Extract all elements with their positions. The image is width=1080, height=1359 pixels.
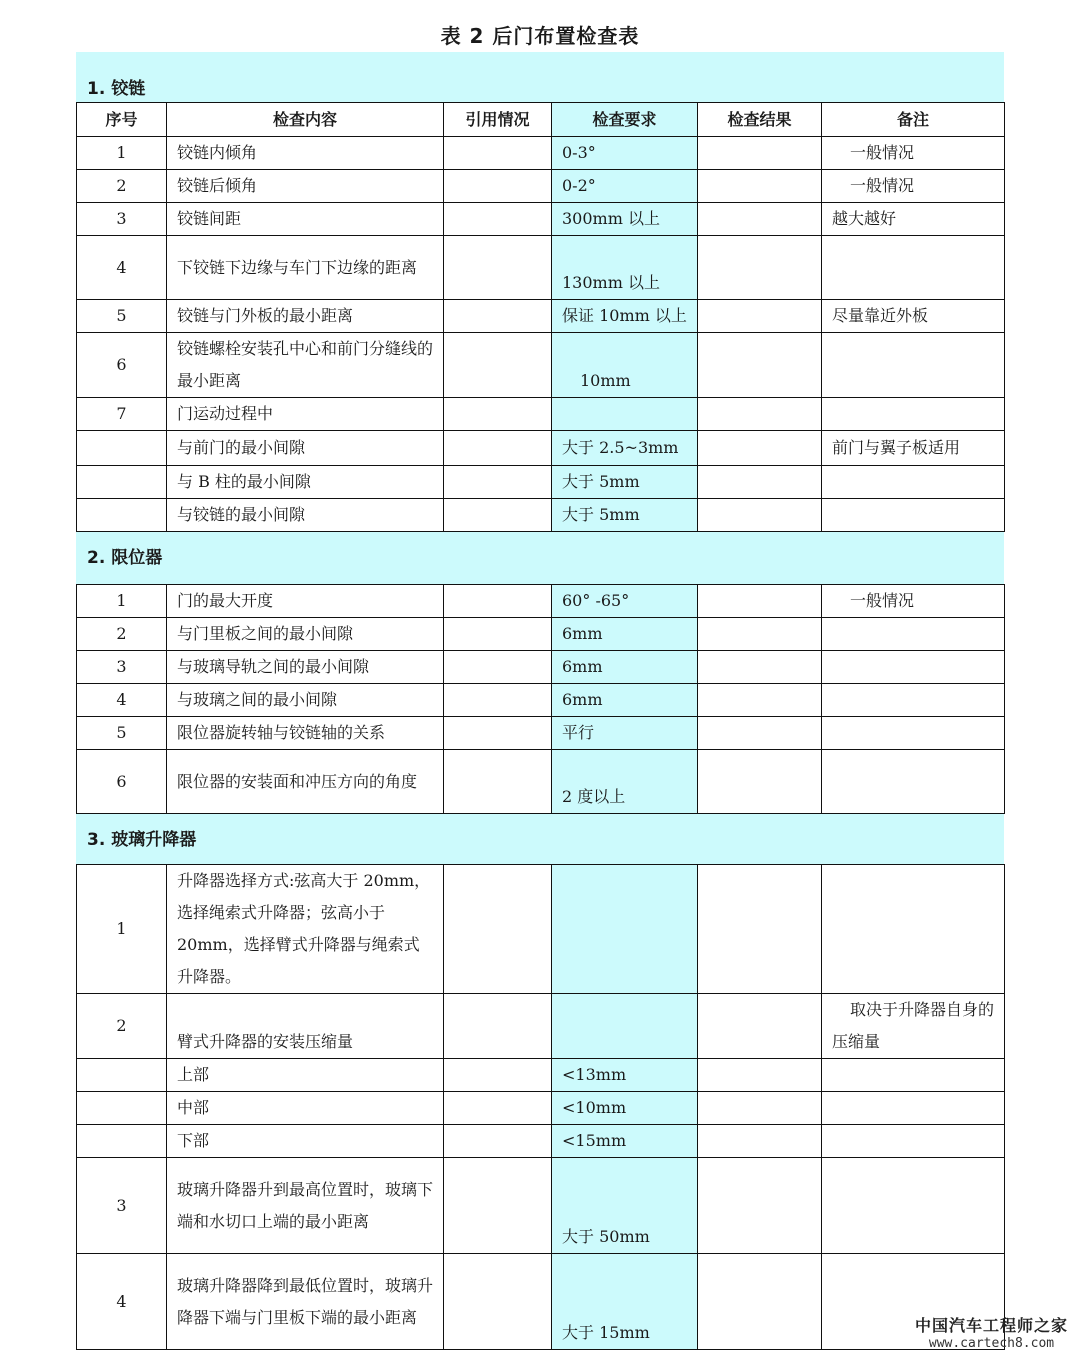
table-cell: 与玻璃之间的最小间隙 <box>167 684 444 717</box>
table-cell <box>698 651 822 684</box>
table-cell <box>822 750 1005 814</box>
table-cell <box>698 398 822 431</box>
checklist <box>76 52 1004 1350</box>
table-cell: 5 <box>77 717 167 750</box>
section-hinge-header <box>76 52 1004 102</box>
table-cell <box>444 1059 552 1092</box>
table-cell: 玻璃升降器降到最低位置时，玻璃升降器下端与门里板下端的最小距离 <box>167 1254 444 1350</box>
table-cell: 门运动过程中 <box>167 398 444 431</box>
table-cell: 130mm 以上 <box>552 236 698 300</box>
table-cell <box>822 865 1005 994</box>
table-cell <box>444 203 552 236</box>
section-title: 1. 铰链 <box>87 79 146 99</box>
table-row <box>77 1125 1005 1158</box>
table-cell: 与 B 柱的最小间隙 <box>167 466 444 499</box>
table-cell: 铰链内倾角 <box>167 137 444 170</box>
table-cell <box>444 865 552 994</box>
table-cell <box>698 994 822 1059</box>
table-cell: 4 <box>77 236 167 300</box>
table-row <box>77 1254 1005 1350</box>
table-cell <box>822 499 1005 532</box>
table-row <box>77 1092 1005 1125</box>
table-cell <box>444 618 552 651</box>
table-cell: 尽量靠近外板 <box>822 300 1005 333</box>
table-row <box>77 333 1005 398</box>
table-cell: 3 <box>77 651 167 684</box>
table-cell <box>698 750 822 814</box>
table-row <box>77 585 1005 618</box>
watermark-url: www.cartech8.com <box>928 1336 1055 1351</box>
table-cell <box>822 236 1005 300</box>
table-cell <box>77 431 167 466</box>
table-cell: 1 <box>77 137 167 170</box>
col-header-result: 检查结果 <box>698 103 822 137</box>
table-cell <box>552 994 698 1059</box>
table-row <box>77 431 1005 466</box>
table-cell <box>698 137 822 170</box>
col-header-req: 检查要求 <box>552 103 698 137</box>
table-cell: 限位器的安装面和冲压方向的角度 <box>167 750 444 814</box>
table-cell <box>444 651 552 684</box>
table-row <box>77 750 1005 814</box>
table-row <box>77 499 1005 532</box>
table-cell <box>698 865 822 994</box>
table-cell <box>698 618 822 651</box>
table-row <box>77 684 1005 717</box>
table-cell: 下铰链下边缘与车门下边缘的距离 <box>167 236 444 300</box>
table-cell: 与铰链的最小间隙 <box>167 499 444 532</box>
table-cell <box>444 333 552 398</box>
table-cell: 取决于升降器自身的压缩量 <box>822 994 1005 1059</box>
table-cell: 门的最大开度 <box>167 585 444 618</box>
table-cell <box>444 170 552 203</box>
table-cell: 上部 <box>167 1059 444 1092</box>
table-cell <box>77 466 167 499</box>
table-cell: 保证 10mm 以上 <box>552 300 698 333</box>
table-cell: 3 <box>77 1158 167 1254</box>
table-row <box>77 236 1005 300</box>
table-cell: 升降器选择方式:弦高大于 20mm，选择绳索式升降器；弦高小于 20mm，选择臂式升降器与绳索式升降器。 <box>167 865 444 994</box>
table-cell <box>698 1158 822 1254</box>
table-cell: 60° -65° <box>552 585 698 618</box>
table-row <box>77 717 1005 750</box>
table-cell: 铰链螺栓安装孔中心和前门分缝线的最小距离 <box>167 333 444 398</box>
table-cell <box>444 585 552 618</box>
table-cell: 与前门的最小间隙 <box>167 431 444 466</box>
table-cell <box>698 585 822 618</box>
table-cell <box>77 1125 167 1158</box>
table-cell <box>698 1059 822 1092</box>
table-cell <box>444 137 552 170</box>
table-cell <box>698 236 822 300</box>
table-cell <box>822 1158 1005 1254</box>
table-cell: 大于 50mm <box>552 1158 698 1254</box>
table-cell: 3 <box>77 203 167 236</box>
table-cell <box>444 684 552 717</box>
table-cell: 2 <box>77 994 167 1059</box>
table-cell <box>444 431 552 466</box>
table-cell <box>698 1254 822 1350</box>
col-header-content: 检查内容 <box>167 103 444 137</box>
table-row <box>77 300 1005 333</box>
table-cell <box>698 1125 822 1158</box>
table-cell: 7 <box>77 398 167 431</box>
table-cell: 6 <box>77 750 167 814</box>
table-cell: 臂式升降器的安装压缩量 <box>167 994 444 1059</box>
table-cell: 6mm <box>552 618 698 651</box>
table-cell <box>698 300 822 333</box>
table-row <box>77 170 1005 203</box>
table-cell: 玻璃升降器升到最高位置时，玻璃下端和水切口上端的最小距离 <box>167 1158 444 1254</box>
table-cell <box>822 684 1005 717</box>
table-cell: 中部 <box>167 1092 444 1125</box>
table-cell <box>822 398 1005 431</box>
table-row <box>77 466 1005 499</box>
watermark <box>915 1313 1068 1351</box>
table-cell <box>444 1092 552 1125</box>
table-cell: 1 <box>77 865 167 994</box>
table-cell <box>822 333 1005 398</box>
table-cell: 大于 15mm <box>552 1254 698 1350</box>
section-title: 3. 玻璃升降器 <box>87 830 197 850</box>
table-cell <box>444 236 552 300</box>
table-cell <box>698 499 822 532</box>
table-cell: 4 <box>77 684 167 717</box>
table-row <box>77 203 1005 236</box>
limiter-table <box>76 584 1005 814</box>
table-cell <box>698 203 822 236</box>
section-window-regulator-header <box>76 814 1004 864</box>
table-cell: 前门与翼子板适用 <box>822 431 1005 466</box>
table-cell: 5 <box>77 300 167 333</box>
table-cell <box>822 651 1005 684</box>
watermark-text: 中国汽车工程师之家 <box>914 1316 1068 1335</box>
table-cell: 铰链后倾角 <box>167 170 444 203</box>
table-cell <box>444 499 552 532</box>
table-cell: 2 <box>77 618 167 651</box>
table-cell <box>444 1125 552 1158</box>
table-row <box>77 865 1005 994</box>
table-cell <box>444 750 552 814</box>
table-cell <box>444 1254 552 1350</box>
table-cell <box>698 431 822 466</box>
table-row <box>77 137 1005 170</box>
table-cell: 与门里板之间的最小间隙 <box>167 618 444 651</box>
table-cell: 10mm <box>552 333 698 398</box>
table-cell <box>698 684 822 717</box>
table-cell <box>698 717 822 750</box>
table-cell <box>552 398 698 431</box>
table-cell <box>822 717 1005 750</box>
table-cell: 6mm <box>552 651 698 684</box>
table-cell <box>822 618 1005 651</box>
table-cell: 6 <box>77 333 167 398</box>
table-cell <box>77 1059 167 1092</box>
table-cell: 0-2° <box>552 170 698 203</box>
table-cell: 平行 <box>552 717 698 750</box>
table-cell <box>698 333 822 398</box>
table-cell <box>698 170 822 203</box>
table-cell <box>822 1059 1005 1092</box>
table-cell <box>552 865 698 994</box>
page-title: 表 2 后门布置检查表 <box>440 24 640 48</box>
table-cell: 300mm 以上 <box>552 203 698 236</box>
table-row <box>77 651 1005 684</box>
table-cell <box>822 1125 1005 1158</box>
table-cell: 0-3° <box>552 137 698 170</box>
table-cell: 1 <box>77 585 167 618</box>
window-regulator-table <box>76 864 1005 1350</box>
table-row <box>77 398 1005 431</box>
table-row <box>77 1059 1005 1092</box>
table-cell: 大于 5mm <box>552 499 698 532</box>
table-cell: 2 度以上 <box>552 750 698 814</box>
table-cell <box>822 1092 1005 1125</box>
table-cell: 一般情况 <box>822 137 1005 170</box>
table-cell: 铰链间距 <box>167 203 444 236</box>
table-cell <box>444 717 552 750</box>
table-cell <box>444 466 552 499</box>
section-title: 2. 限位器 <box>87 548 163 568</box>
table-cell: <10mm <box>552 1092 698 1125</box>
table-cell: <13mm <box>552 1059 698 1092</box>
section-limiter-header <box>76 532 1004 584</box>
table-row <box>77 618 1005 651</box>
table-cell <box>77 499 167 532</box>
table-cell: 一般情况 <box>822 585 1005 618</box>
table-cell <box>444 398 552 431</box>
table-cell: 下部 <box>167 1125 444 1158</box>
table-cell <box>698 466 822 499</box>
table-cell <box>444 994 552 1059</box>
table-cell: 限位器旋转轴与铰链轴的关系 <box>167 717 444 750</box>
table-cell: 越大越好 <box>822 203 1005 236</box>
table-cell: 大于 5mm <box>552 466 698 499</box>
table-cell: <15mm <box>552 1125 698 1158</box>
table-cell: 一般情况 <box>822 170 1005 203</box>
table-cell <box>77 1092 167 1125</box>
table-cell: 与玻璃导轨之间的最小间隙 <box>167 651 444 684</box>
table-cell <box>444 1158 552 1254</box>
table-row <box>77 1158 1005 1254</box>
table-cell: 6mm <box>552 684 698 717</box>
table-cell <box>822 466 1005 499</box>
hinge-table <box>76 102 1005 532</box>
table-row <box>77 994 1005 1059</box>
col-header-note: 备注 <box>822 103 1005 137</box>
table-cell: 大于 2.5~3mm <box>552 431 698 466</box>
table-cell: 4 <box>77 1254 167 1350</box>
col-header-no: 序号 <box>77 103 167 137</box>
table-cell <box>698 1092 822 1125</box>
col-header-ref: 引用情况 <box>444 103 552 137</box>
table-cell: 2 <box>77 170 167 203</box>
table-cell: 铰链与门外板的最小距离 <box>167 300 444 333</box>
table-cell <box>444 300 552 333</box>
